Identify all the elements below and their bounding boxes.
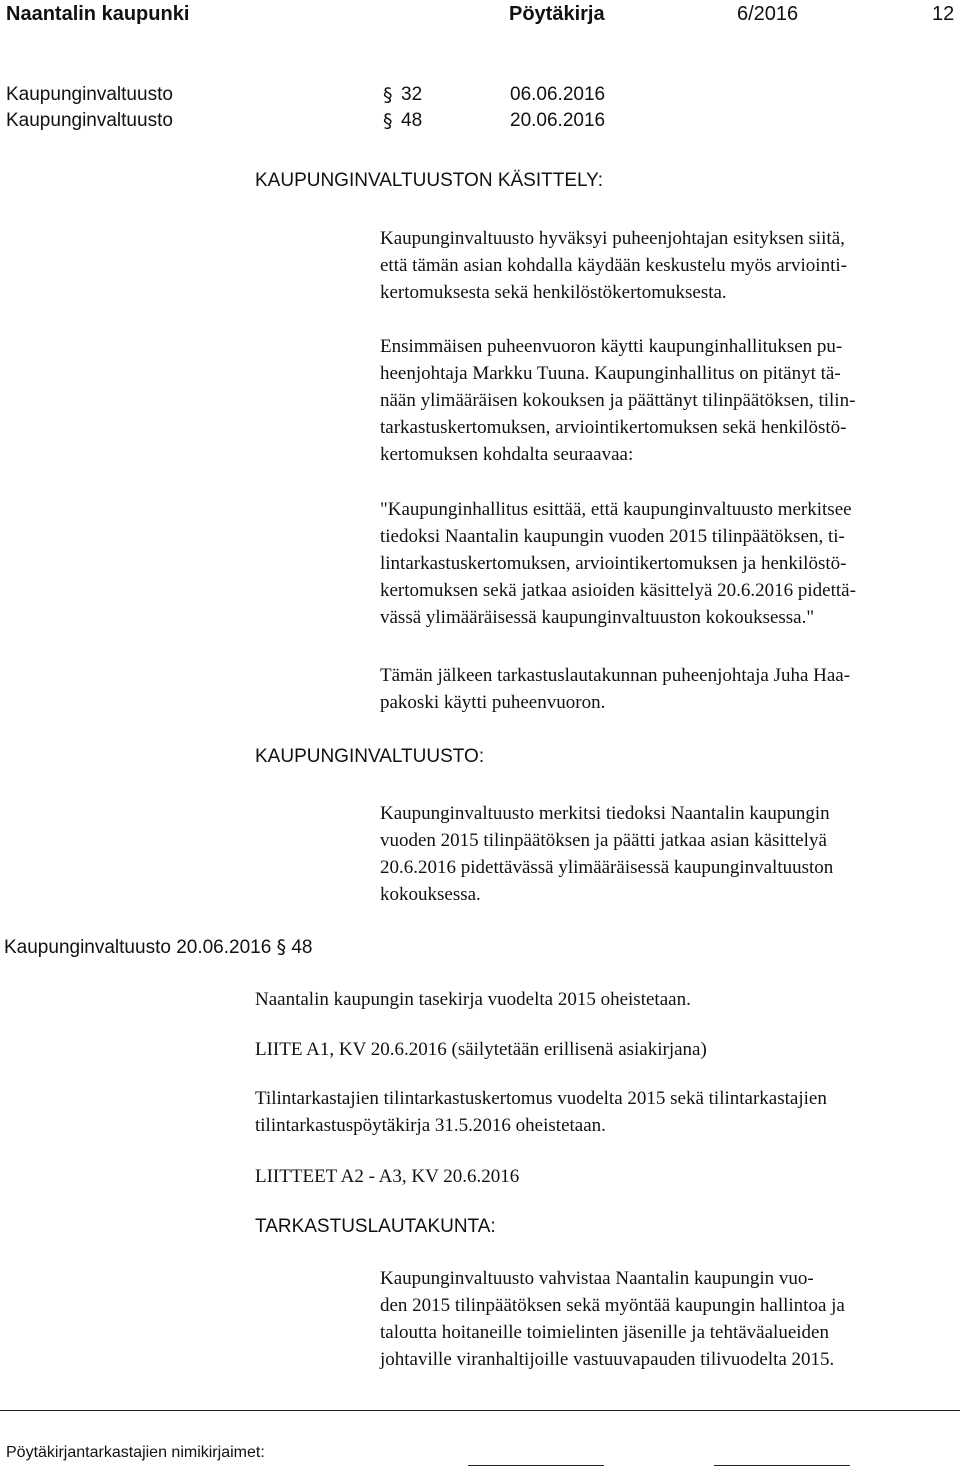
proceedings-paragraph-1 [380,225,847,306]
text-line: tilintarkastuspöytäkirja 31.5.2016 oheistetaan. [255,1115,606,1136]
text-line: vuoden 2015 tilinpäätöksen ja päätti jatkaa asian käsittelyä [380,830,827,851]
text-line: pakoski käytti puheenvuoron. [380,692,606,713]
text-line: kertomuksesta sekä henkilöstökertomuksesta. [380,282,727,303]
text-line: nään ylimääräisen kokouksen ja päättänyt tilinpäätöksen, tilin- [380,390,856,411]
section-number: 32 [401,84,423,105]
text-line: kokouksessa. [380,884,481,905]
attachment-paragraph-2 [255,1085,827,1139]
text-line: tiedoksi Naantalin kaupungin vuoden 2015 tilinpäätöksen, ti- [380,526,845,547]
section-symbol: § [383,84,393,106]
council-decision-heading: KAUPUNGINVALTUUSTO: [255,746,485,767]
text-line: johtaville viranhaltijoille vastuuvapauden tilivuodelta 2015. [380,1349,835,1370]
meeting-date: 06.06.2016 [510,84,606,105]
footer-initials-label: Pöytäkirjantarkastajien nimikirjaimet: [6,1444,265,1461]
audit-committee-paragraph [380,1265,845,1373]
signature-line [714,1465,850,1466]
text-line: LIITTEET A2 - A3, KV 20.6.2016 [255,1166,520,1187]
text-line: LIITE A1, KV 20.6.2016 (säilytetään erillisenä asiakirjana) [255,1039,707,1060]
municipality-name: Naantalin kaupunki [6,3,190,25]
meeting-body: Kaupunginvaltuusto [6,84,173,105]
section-symbol: § [276,936,287,958]
attachment-reference-2 [255,1163,519,1190]
text-line: kertomuksen sekä jatkaa asioiden käsittelyä 20.6.2016 pidettä- [380,580,856,601]
attachment-paragraph-1 [255,986,691,1013]
attachment-reference-1 [255,1036,707,1063]
section-symbol: § [383,110,393,132]
proceedings-paragraph-2 [380,333,855,468]
text-line: tarkastuskertomuksen, arviointikertomuksen sekä henkilöstö- [380,417,847,438]
text-line: Naantalin kaupungin tasekirja vuodelta 2015 oheistetaan. [255,989,691,1010]
proceedings-paragraph-3 [380,496,856,631]
text-line: den 2015 tilinpäätöksen sekä myöntää kaupungin hallintoa ja [380,1295,845,1316]
council-decision-paragraph [380,800,833,908]
text-line: Ensimmäisen puheenvuoron käytti kaupunginhallituksen pu- [380,336,843,357]
audit-committee-heading: TARKASTUSLAUTAKUNTA: [255,1216,496,1237]
document-number: 6/2016 [737,3,799,25]
text-line: Kaupunginvaltuusto merkitsi tiedoksi Naantalin kaupungin [380,803,830,824]
text-line: vässä ylimääräisessä kaupunginvaltuuston kokouksessa." [380,607,815,628]
section-body-date: Kaupunginvaltuusto 20.06.2016 [4,937,272,958]
text-line: 20.6.2016 pidettävässä ylimääräisessä kaupunginvaltuuston [380,857,834,878]
meeting-body: Kaupunginvaltuusto [6,110,173,131]
text-line: Tämän jälkeen tarkastuslautakunnan puheenjohtaja Juha Haa- [380,665,851,686]
text-line: taloutta hoitaneille toimielinten jäsenille ja tehtäväalueiden [380,1322,829,1343]
proceedings-paragraph-4 [380,662,850,716]
text-line: kertomuksen kohdalta seuraavaa: [380,444,634,465]
signature-line [468,1465,604,1466]
text-line: että tämän asian kohdalla käydään keskustelu myös arviointi- [380,255,847,276]
text-line: Kaupunginvaltuusto hyväksyi puheenjohtajan esityksen siitä, [380,228,845,249]
text-line: Tilintarkastajien tilintarkastuskertomus vuodelta 2015 sekä tilintarkastajien [255,1088,827,1109]
text-line: Kaupunginvaltuusto vahvistaa Naantalin kaupungin vuo- [380,1268,814,1289]
council-proceedings-heading: KAUPUNGINVALTUUSTON KÄSITTELY: [255,170,604,191]
section-number: 48 [291,937,313,958]
page-number: 12 [932,3,955,25]
text-line: lintarkastuskertomuksen, arviointikertomuksen ja henkilöstö- [380,553,847,574]
text-line: "Kaupunginhallitus esittää, että kaupunginvaltuusto merkitsee [380,499,852,520]
text-line: heenjohtaja Markku Tuuna. Kaupunginhallitus on pitänyt tä- [380,363,841,384]
section-reference [4,936,312,959]
section-number: 48 [401,110,423,131]
footer-divider [0,1410,960,1411]
meeting-date: 20.06.2016 [510,110,606,131]
document-type: Pöytäkirja [509,3,605,25]
